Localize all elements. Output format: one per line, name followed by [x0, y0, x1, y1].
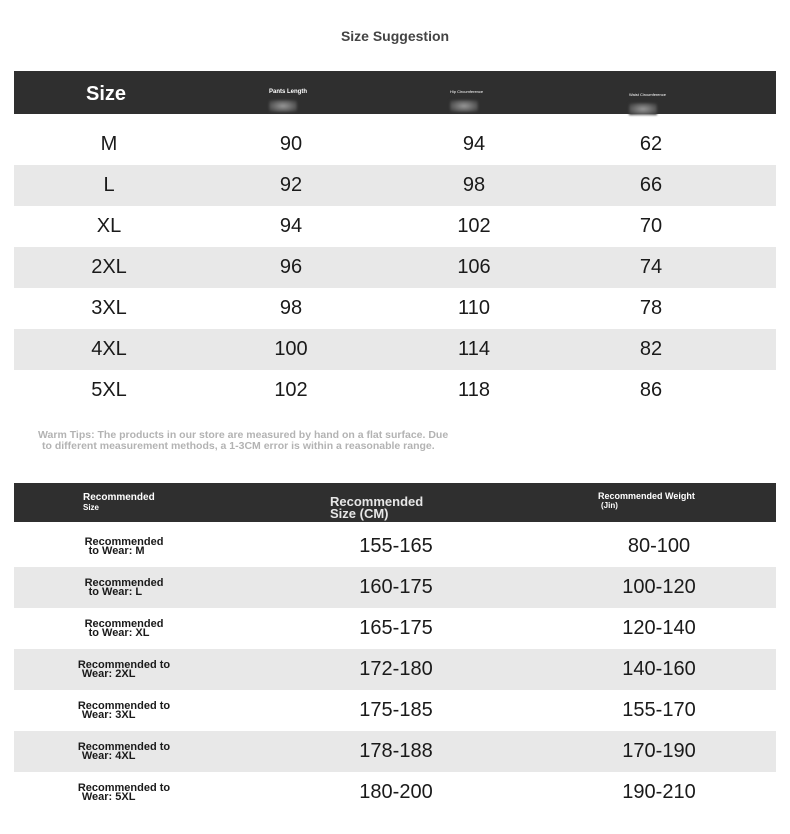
- weight-range-cell: 155-170: [622, 699, 696, 721]
- header-recommended-size-l2: Size: [83, 503, 100, 512]
- height-range-cell: 172-180: [359, 658, 433, 680]
- recommended-label-line-1: Recommended: [84, 536, 164, 548]
- recommended-label-line-2: to Wear: XL: [88, 627, 150, 639]
- tips-line-2: to different measurement methods, a 1-3CM error is within a reasonable range.: [42, 440, 435, 452]
- recommended-label-line-1: Recommended to: [77, 659, 171, 671]
- recommended-label-line-1: Recommended to: [77, 782, 171, 794]
- pants-length-cell: 90: [279, 133, 303, 155]
- table-row: [14, 329, 776, 370]
- hip-cell: 110: [458, 297, 490, 319]
- warm-tips: [38, 430, 558, 452]
- page-title: Size Suggestion: [340, 28, 450, 44]
- tips-line-1: Warm Tips: The products in our store are measured by hand on a flat surface. Due: [38, 429, 449, 441]
- hip-cell: 102: [457, 215, 491, 237]
- header-size: Size: [86, 83, 127, 105]
- header-recommended-weight: [598, 491, 695, 511]
- recommended-label: [78, 743, 170, 761]
- height-range-cell: 175-185: [359, 699, 433, 721]
- height-range-cell: 155-165: [359, 535, 433, 557]
- waist-cell: 78: [639, 297, 663, 319]
- recommended-label-line-1: Recommended: [84, 577, 164, 589]
- recommendation-table-body: [14, 526, 776, 813]
- recommended-label-line-1: Recommended to: [77, 741, 171, 753]
- hip-cell: 114: [458, 338, 490, 360]
- recommendation-table: [14, 483, 776, 813]
- recommended-label-line-2: to Wear: M: [88, 545, 145, 557]
- table-row: [14, 124, 776, 165]
- header-recommended-weight-l2: (Jin): [601, 501, 618, 510]
- weight-range-cell: 190-210: [622, 781, 696, 803]
- blurred-icon: [629, 103, 657, 115]
- size-cell: 2XL: [91, 256, 127, 278]
- header-waist-label: Waist Circumference: [629, 92, 666, 97]
- blurred-icon: [269, 100, 297, 112]
- header-recommended-height-l1: Recommended: [330, 494, 424, 509]
- header-waist: [629, 83, 666, 115]
- height-range-cell: 165-175: [359, 617, 433, 639]
- recommended-label: [85, 620, 164, 638]
- table-row: [14, 690, 776, 731]
- header-hip: [450, 80, 483, 112]
- hip-cell: 106: [457, 256, 491, 278]
- header-recommended-size-l1: Recommended: [83, 492, 155, 503]
- size-table: [14, 71, 776, 411]
- header-pants-length-label: Pants Length: [269, 89, 308, 95]
- weight-range-cell: 120-140: [622, 617, 696, 639]
- table-row: [14, 567, 776, 608]
- height-range-cell: 180-200: [359, 781, 433, 803]
- recommended-label-line-2: Wear: 5XL: [81, 791, 136, 803]
- header-recommended-height-l2: Size (CM): [330, 506, 389, 521]
- recommended-label: [85, 579, 164, 597]
- recommended-label-line-2: to Wear: L: [88, 586, 143, 598]
- size-cell: 5XL: [91, 379, 127, 401]
- hip-cell: 98: [462, 174, 486, 196]
- header-recommended-size: [83, 493, 155, 513]
- recommended-label-line-2: Wear: 2XL: [81, 668, 136, 680]
- table-row: [14, 731, 776, 772]
- waist-cell: 62: [639, 133, 663, 155]
- pants-length-cell: 92: [279, 174, 303, 196]
- header-pants-length: [269, 80, 307, 112]
- pants-length-cell: 94: [279, 215, 303, 237]
- table-row: [14, 526, 776, 567]
- blurred-icon: [450, 100, 478, 112]
- table-row: [14, 608, 776, 649]
- table-row: [14, 288, 776, 329]
- size-table-body: [14, 124, 776, 411]
- weight-range-cell: 100-120: [622, 576, 696, 598]
- size-cell: 4XL: [91, 338, 127, 360]
- table-row: [14, 649, 776, 690]
- size-cell: XL: [96, 215, 122, 237]
- hip-cell: 94: [462, 133, 486, 155]
- recommended-label-line-2: Wear: 3XL: [81, 709, 136, 721]
- waist-cell: 86: [639, 379, 663, 401]
- waist-cell: 66: [639, 174, 663, 196]
- recommended-label-line-2: Wear: 4XL: [81, 750, 136, 762]
- recommended-label-line-1: Recommended: [84, 618, 164, 630]
- header-recommended-weight-l1: Recommended Weight: [598, 491, 695, 501]
- header-recommended-height: [330, 496, 423, 520]
- recommended-label: [78, 661, 170, 679]
- header-hip-label: Hip Circumference: [450, 89, 484, 94]
- table-row: [14, 165, 776, 206]
- size-table-header: [14, 71, 776, 114]
- recommended-label: [85, 538, 164, 556]
- size-cell: M: [100, 133, 118, 155]
- recommended-label-line-1: Recommended to: [77, 700, 171, 712]
- weight-range-cell: 140-160: [622, 658, 696, 680]
- recommended-label: [78, 702, 170, 720]
- recommended-label: [78, 784, 170, 802]
- table-row: [14, 206, 776, 247]
- size-cell: L: [103, 174, 115, 196]
- pants-length-cell: 96: [279, 256, 303, 278]
- size-cell: 3XL: [91, 297, 127, 319]
- hip-cell: 118: [458, 379, 490, 401]
- height-range-cell: 160-175: [359, 576, 433, 598]
- table-row: [14, 772, 776, 813]
- waist-cell: 74: [639, 256, 663, 278]
- pants-length-cell: 98: [279, 297, 303, 319]
- recommendation-table-header: [14, 483, 776, 522]
- weight-range-cell: 80-100: [627, 535, 691, 557]
- weight-range-cell: 170-190: [622, 740, 696, 762]
- height-range-cell: 178-188: [359, 740, 433, 762]
- pants-length-cell: 102: [274, 379, 308, 401]
- pants-length-cell: 100: [274, 338, 308, 360]
- table-row: [14, 370, 776, 411]
- waist-cell: 82: [639, 338, 663, 360]
- table-row: [14, 247, 776, 288]
- waist-cell: 70: [639, 215, 663, 237]
